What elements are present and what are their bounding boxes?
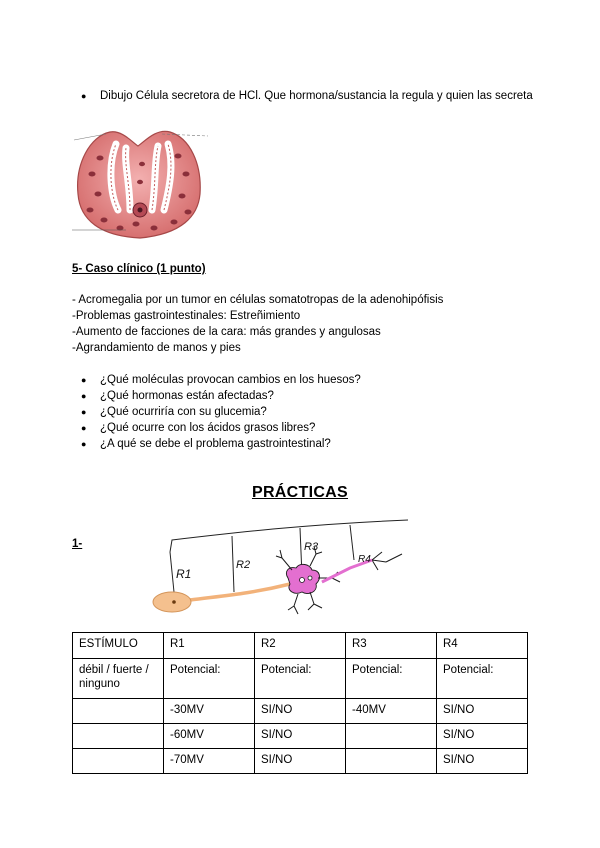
table-header-cell: ESTÍMULO bbox=[73, 633, 164, 659]
table-header-row bbox=[73, 633, 528, 659]
table-row bbox=[73, 699, 528, 724]
table-cell bbox=[346, 724, 437, 749]
table-cell: Potencial: bbox=[437, 659, 528, 699]
table-header-cell: R2 bbox=[255, 633, 346, 659]
table-cell: SI/NO bbox=[255, 699, 346, 724]
table-cell: Potencial: bbox=[255, 659, 346, 699]
table-cell: -60MV bbox=[164, 724, 255, 749]
diagram-label-r4: R4 bbox=[358, 554, 371, 565]
stimulus-table bbox=[72, 632, 528, 774]
question-item: ● ¿A qué se debe el problema gastrointestinal? bbox=[78, 436, 538, 452]
diagram-label-r1: R1 bbox=[176, 567, 192, 581]
practicas-title: PRÁCTICAS bbox=[251, 484, 349, 501]
table-cell: -40MV bbox=[346, 699, 437, 724]
question-item: ● ¿Qué hormonas están afectadas? bbox=[78, 388, 538, 404]
table-header-cell: R4 bbox=[437, 633, 528, 659]
table-cell: SI/NO bbox=[255, 749, 346, 774]
table-cell bbox=[73, 749, 164, 774]
table-cell: SI/NO bbox=[255, 724, 346, 749]
table-row bbox=[73, 749, 528, 774]
caso-questions bbox=[78, 372, 538, 452]
caso-line: -Aumento de facciones de la cara: más grandes y angulosas bbox=[72, 326, 381, 338]
question-item: ● ¿Qué ocurre con los ácidos grasos libres? bbox=[78, 420, 538, 436]
caso-title: 5- Caso clínico (1 punto) bbox=[72, 263, 206, 275]
table-cell: Potencial: bbox=[346, 659, 437, 699]
diagram-label-r3: R3 bbox=[304, 541, 319, 553]
table-cell: -70MV bbox=[164, 749, 255, 774]
table-cell: débil / fuerte / ninguno bbox=[73, 659, 164, 699]
diagram-label-r2: R2 bbox=[236, 559, 251, 571]
table-cell bbox=[73, 724, 164, 749]
hcl-item-list bbox=[78, 88, 538, 104]
practica-number: 1- bbox=[72, 538, 83, 550]
table-cell: -30MV bbox=[164, 699, 255, 724]
table-row bbox=[73, 724, 528, 749]
table-header-cell: R1 bbox=[164, 633, 255, 659]
table-header-cell: R3 bbox=[346, 633, 437, 659]
table-cell: SI/NO bbox=[437, 749, 528, 774]
question-item: ● ¿Qué moléculas provocan cambios en los huesos? bbox=[78, 372, 538, 388]
neuron-diagram bbox=[150, 512, 420, 618]
table-cell: SI/NO bbox=[437, 724, 528, 749]
table-cell bbox=[346, 749, 437, 774]
table-cell: Potencial: bbox=[164, 659, 255, 699]
hcl-item: ● Dibujo Célula secretora de HCl. Que hormona/sustancia la regula y quien las secreta bbox=[78, 88, 538, 104]
caso-description bbox=[72, 292, 542, 356]
gastric-gland-illustration bbox=[70, 124, 210, 244]
caso-line: - Acromegalia por un tumor en células somatotropas de la adenohipófisis bbox=[72, 294, 444, 306]
caso-line: -Agrandamiento de manos y pies bbox=[72, 342, 241, 354]
table-row bbox=[73, 659, 528, 699]
caso-line: -Problemas gastrointestinales: Estreñimiento bbox=[72, 310, 301, 322]
table-cell bbox=[73, 699, 164, 724]
question-item: ● ¿Qué ocurriría con su glucemia? bbox=[78, 404, 538, 420]
table-cell: SI/NO bbox=[437, 699, 528, 724]
